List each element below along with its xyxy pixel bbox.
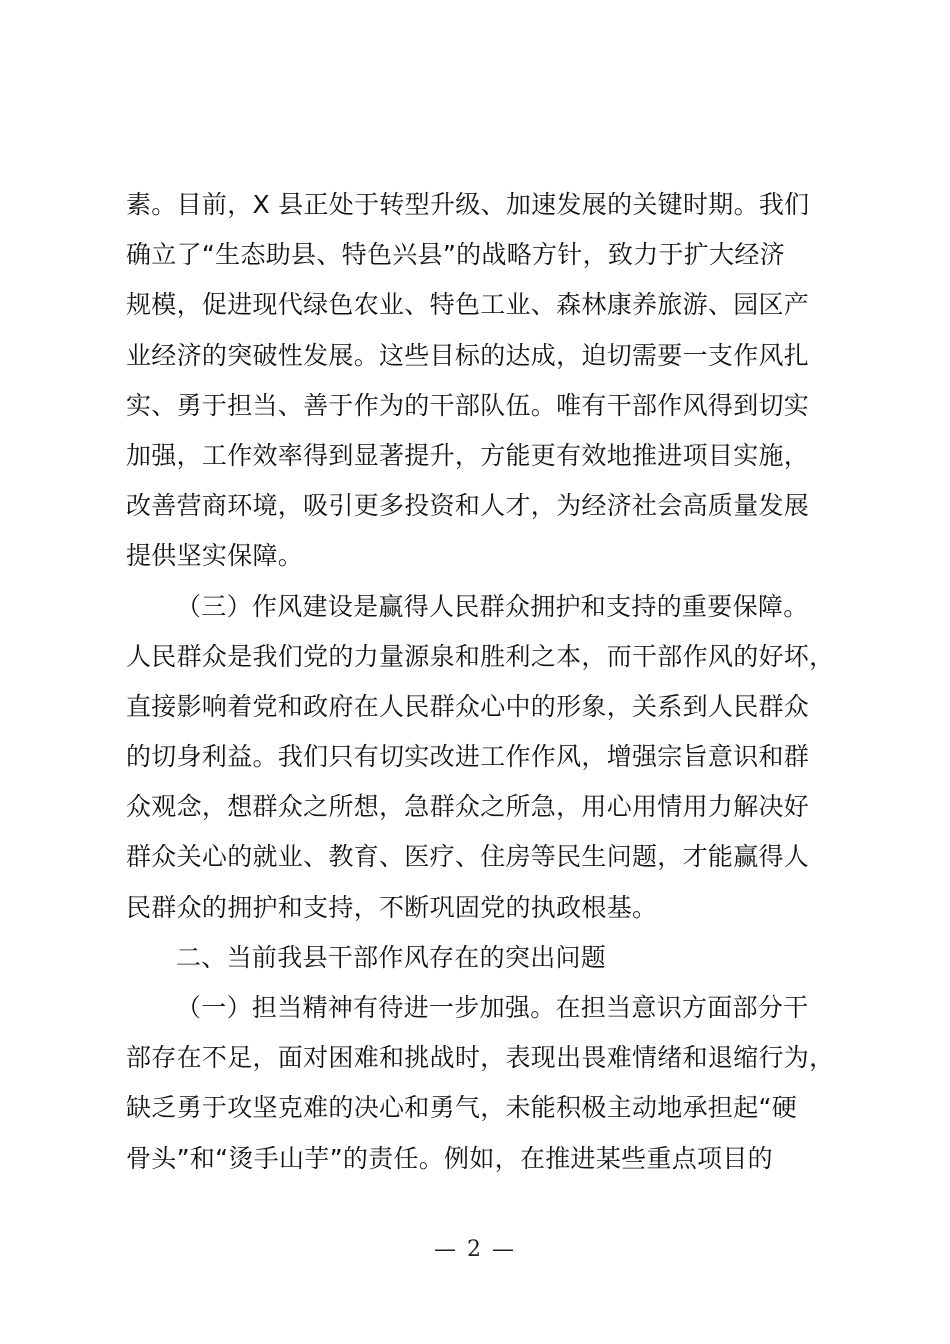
text-line: 实、勇于担当、善于作为的干部队伍。唯有干部作风得到切实: [126, 390, 810, 420]
text-line: 提供坚实保障。: [126, 541, 304, 571]
text-line: 人民群众是我们党的力量源泉和胜利之本，而干部作风的好坏，: [126, 641, 835, 671]
paragraph-first-line: （一）担当精神有待进一步加强。在担当意识方面部分干: [176, 993, 809, 1022]
text-line: 确立了“生态助县、特色兴县”的战略方针，致力于扩大经济: [126, 240, 786, 270]
text-line: 直接影响着党和政府在人民群众心中的形象，关系到人民群众: [126, 691, 810, 721]
text-line: 改善营商环境，吸引更多投资和人才，为经济社会高质量发展: [126, 491, 810, 521]
text-line: 的切身利益。我们只有切实改进工作作风，增强宗旨意识和群: [126, 742, 810, 772]
body-text: [126, 180, 846, 1184]
page-number: — 2 —: [434, 1237, 516, 1262]
paragraph-first-line: 二、当前我县干部作风存在的突出问题: [176, 942, 607, 972]
text-line: 缺乏勇于攻坚克难的决心和勇气，未能积极主动地承担起“硬: [126, 1093, 798, 1123]
text-line: 民群众的拥护和支持，不断巩固党的执政根基。: [126, 892, 658, 922]
text-line: 骨头”和“烫手山芋”的责任。例如，在推进某些重点项目的: [126, 1143, 773, 1173]
text-line: 业经济的突破性发展。这些目标的达成，迫切需要一支作风扎: [126, 340, 810, 370]
paragraph-first-line: （三）作风建设是赢得人民群众拥护和支持的重要保障。: [176, 591, 809, 621]
text-line: 众观念，想群众之所想，急群众之所急，用心用情用力解决好: [126, 792, 810, 822]
text-line: 素。目前，X 县正处于转型升级、加速发展的关键时期。我们: [126, 190, 810, 219]
text-line: 部存在不足，面对困难和挑战时，表现出畏难情绪和退缩行为，: [126, 1043, 835, 1073]
text-line: 加强，工作效率得到显著提升，方能更有效地推进项目实施，: [126, 440, 810, 470]
text-line: 群众关心的就业、教育、医疗、住房等民生问题，才能赢得人: [126, 842, 810, 872]
text-line: 规模，促进现代绿色农业、特色工业、森林康养旅游、园区产: [126, 290, 810, 320]
